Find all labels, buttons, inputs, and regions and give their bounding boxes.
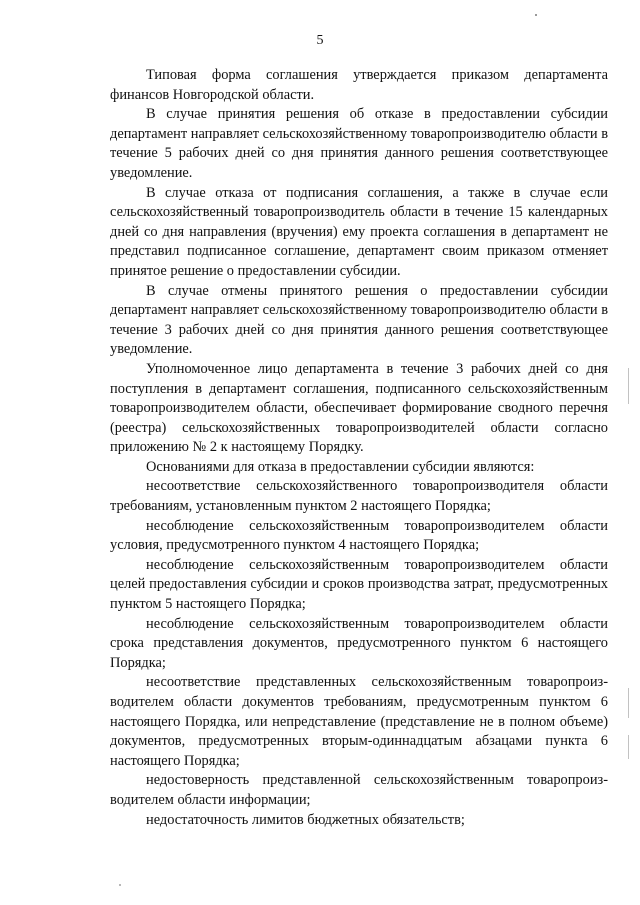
scan-artifact-right-3 — [628, 735, 629, 759]
list-item-6: недостоверность представленной сельскохозяйственным товаропроизводителем области информации; — [110, 772, 608, 808]
scan-artifact-bottom — [119, 884, 121, 886]
document-body — [110, 66, 608, 830]
list-item-5: несоответствие представленных сельскохозяйственным товаропроизводителем области документов требованиям, предусмотренным пунктом 6 настоящего Порядка, или непредставление (представление не в полном объеме) документов, предусмотренных вторым-одиннадцатым абзацами пункта 6 настоящего Порядка; — [110, 674, 608, 769]
list-item-7: недостаточность лимитов бюджетных обязательств; — [146, 811, 465, 828]
paragraph-4: В случае отмены принятого решения о предоставлении субсидии департамент направляет сельскохозяйственному товаропроизводителю области в течение 3 рабочих дней со дня принятия данного решения соответствующее уведомление. — [110, 282, 608, 358]
paragraph-6: Основаниями для отказа в предоставлении субсидии являются: — [146, 458, 535, 475]
paragraph-5: Уполномоченное лицо департамента в течение 3 рабочих дней со дня поступления в департамент соглашения, подписанного сельскохозяйственным товаропроизводителем области, обеспечивает формирование сводного перечня (реестра) сельскохозяйственных товаропроизводителей области согласно приложению № 2 к настоящему Порядку. — [110, 360, 608, 456]
page-number: 5 — [316, 33, 324, 48]
paragraph-3: В случае отказа от подписания соглашения, а также в случае если сельскохозяйственный товаропроизводитель области в течение 15 календарных дней со дня направления (вручения) ему проекта соглашения в департамент не представил подписанное соглашение, департамент своим приказом отменяет принятое решение о предоставлении субсидии. — [110, 184, 608, 279]
paragraph-1: Типовая форма соглашения утверждается приказом департамента финансов Новгородской области. — [110, 67, 608, 103]
list-item-3: несоблюдение сельскохозяйственным товаропроизводителем области целей предоставления субсидии и сроков производства затрат, предусмотренных пунктом 5 настоящего Порядка; — [110, 556, 608, 613]
list-item-4: несоблюдение сельскохозяйственным товаропроизводителем области срока представления документов, предусмотренного пунктом 6 настоящего Порядка; — [110, 615, 608, 671]
scan-artifact-top — [535, 14, 537, 16]
paragraph-2: В случае принятия решения об отказе в предоставлении субсидии департамент направляет сельскохозяйственному товаропроизводителю области в течение 5 рабочих дней со дня принятия данного решения соответствующее уведомление. — [110, 106, 608, 181]
scan-artifact-right-2 — [628, 688, 629, 718]
scan-artifact-right-1 — [628, 368, 629, 404]
list-item-1: несоответствие сельскохозяйственного товаропроизводителя области требованиям, установленным пунктом 2 настоящего Порядка; — [110, 478, 608, 515]
list-item-2: несоблюдение сельскохозяйственным товаропроизводителем области условия, предусмотренного пунктом 4 настоящего Порядка; — [110, 517, 608, 554]
